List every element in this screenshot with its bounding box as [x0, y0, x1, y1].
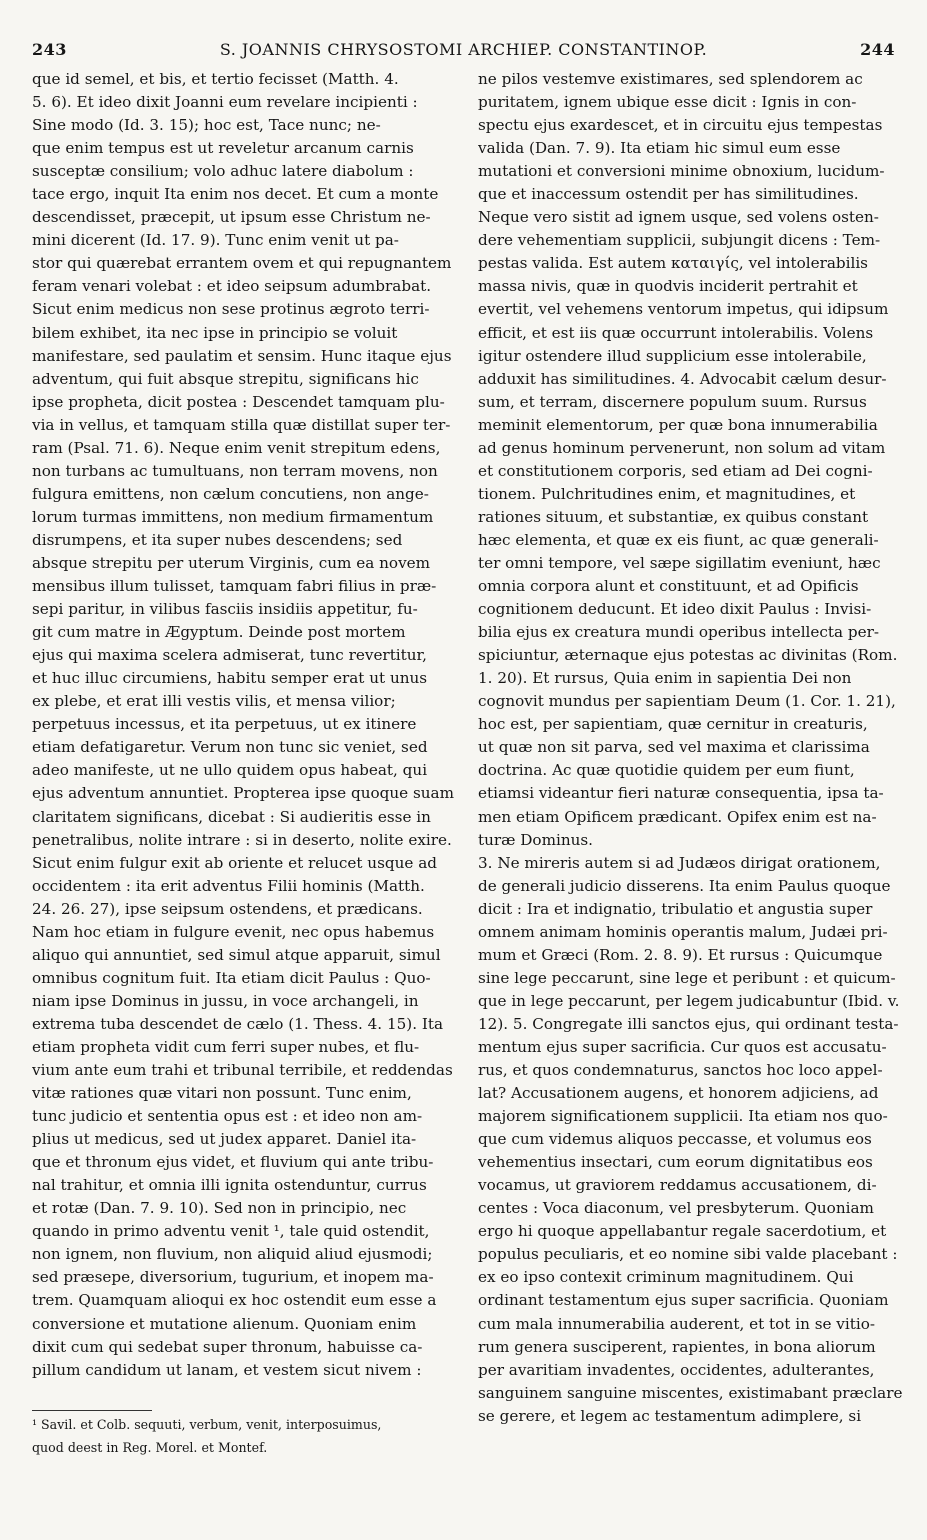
text-line: tace ergo, inquit Ita enim nos decet. Et cum a monte — [32, 185, 439, 204]
text-line: que et thronum ejus videt, et fluvium qui ante tribu- — [32, 1153, 434, 1172]
text-line: 12). 5. Congregate illi sanctos ejus, qui ordinant testa- — [478, 1014, 899, 1033]
text-line: Sicut enim medicus non sese protinus ægroto terri- — [32, 300, 430, 319]
text-line: via in vellus, et tamquam stilla quæ distillat super ter- — [32, 415, 451, 434]
text-line: se gerere, et legem ac testamentum adimplere, si — [478, 1406, 862, 1425]
text-line: que id semel, et bis, et tertio fecisset (Matth. 4. — [32, 70, 399, 88]
text-line: penetralibus, nolite intrare : si in deserto, nolite exire. — [32, 830, 452, 849]
text-line: pillum candidum ut lanam, et vestem sicut nivem : — [32, 1360, 422, 1379]
text-line: dere vehementiam supplicii, subjungit dicens : Tem- — [478, 231, 881, 250]
text-line: hoc est, per sapientiam, quæ cernitur in creaturis, — [478, 715, 868, 734]
text-line: Neque vero sistit ad ignem usque, sed volens osten- — [478, 208, 879, 227]
text-line: stor qui quærebat errantem ovem et qui repugnantem — [32, 254, 452, 273]
text-line: doctrina. Ac quæ quotidie quidem per eum fiunt, — [478, 761, 855, 780]
text-line: spectu ejus exardescet, et in circuitu ejus tempestas — [478, 116, 883, 135]
text-line: que cum videmus aliquos peccasse, et volumus eos — [478, 1130, 872, 1149]
text-line: sepi paritur, in vilibus fasciis insidiis appetitur, fu- — [32, 600, 418, 619]
text-line: majorem significationem supplicii. Ita etiam nos quo- — [478, 1107, 888, 1126]
running-header — [20, 40, 907, 62]
text-line: lat? Accusationem augens, et honorem adjiciens, ad — [478, 1084, 879, 1103]
text-line: ejus qui maxima scelera admiserat, tunc revertitur, — [32, 646, 427, 665]
text-line: sed præsepe, diversorium, tugurium, et inopem ma- — [32, 1268, 434, 1287]
text-line: populus peculiaris, et eo nomine sibi valde placebant : — [478, 1245, 898, 1264]
text-line: tunc judicio et sententia opus est : et ideo non am- — [32, 1107, 423, 1126]
text-line: per avaritiam invadentes, occidentes, adulterantes, — [478, 1360, 875, 1379]
text-line: spiciuntur, æternaque ejus potestas ac divinitas (Rom. — [478, 646, 898, 665]
text-line: ut quæ non sit parva, sed vel maxima et clarissima — [478, 738, 870, 757]
text-line: turæ Dominus. — [478, 830, 594, 849]
running-title: S. JOANNIS CHRYSOSTOMI ARCHIEP. CONSTANTINOP. — [219, 40, 708, 59]
text-line: ejus adventum annuntiet. Propterea ipse quoque suam — [32, 784, 454, 803]
text-line: bilem exhibet, ita nec ipse in principio se voluit — [32, 323, 398, 342]
text-line: et huc illuc circumiens, habitu semper erat ut unus — [32, 669, 428, 688]
text-line: absque strepitu per uterum Virginis, cum ea novem — [32, 553, 431, 572]
text-line: 24. 26. 27), ipse seipsum ostendens, et prædicans. — [32, 899, 423, 918]
page-number-left: 243 — [32, 40, 67, 59]
page-number-right: 244 — [860, 40, 895, 59]
text-line: hæc elementa, et quæ ex eis fiunt, ac quæ generali- — [478, 530, 879, 549]
text-line: sine lege peccarunt, sine lege et peribunt : et quicum- — [478, 968, 896, 987]
text-line: dicit : Ira et indignatio, tribulatio et angustia super — [478, 899, 873, 918]
footnote-rule — [32, 1410, 152, 1411]
text-line: ex eo ipso contexit criminum magnitudinem. Qui — [478, 1268, 854, 1287]
text-line: 3. Ne mireris autem si ad Judæos dirigat orationem, — [478, 853, 881, 872]
text-line: que enim tempus est ut reveletur arcanum carnis — [32, 139, 414, 158]
text-line: claritatem significans, dicebat : Si audieritis esse in — [32, 807, 431, 826]
text-line: vitæ rationes quæ vitari non possunt. Tunc enim, — [32, 1084, 412, 1103]
text-line: Nam hoc etiam in fulgure evenit, nec opus habemus — [32, 922, 435, 941]
text-line: omnem animam hominis operantis malum, Judæi pri- — [478, 922, 888, 941]
text-line: pestas valida. Est autem καταιγίς, vel intolerabilis — [478, 254, 868, 273]
text-line: feram venari volebat : et ideo seipsum adumbrabat. — [32, 277, 432, 296]
text-line: de generali judicio disserens. Ita enim Paulus quoque — [478, 876, 891, 895]
text-line: que in lege peccarunt, per legem judicabuntur (Ibid. v. — [478, 991, 900, 1010]
text-line: omnia corpora alunt et constituunt, et ad Opificis — [478, 577, 859, 596]
text-line: conversione et mutatione alienum. Quoniam enim — [32, 1314, 417, 1333]
text-line: perpetuus incessus, et ita perpetuus, ut ex itinere — [32, 715, 417, 734]
text-line: 1. 20). Et rursus, Quia enim in sapientia Dei non — [478, 669, 852, 688]
text-line: rus, et quos condemnaturus, sanctos hoc loco appel- — [478, 1061, 883, 1080]
footnotes — [32, 1416, 462, 1462]
text-line: descendisset, præcepit, ut ipsum esse Christum ne- — [32, 208, 431, 227]
text-line: extrema tuba descendet de cælo (1. Thess. 4. 15). Ita — [32, 1014, 444, 1033]
text-line: Sicut enim fulgur exit ab oriente et relucet usque ad — [32, 853, 437, 872]
text-line: non turbans ac tumultuans, non terram movens, non — [32, 461, 438, 480]
text-line: ordinant testamentum ejus super sacrificia. Quoniam — [478, 1291, 889, 1310]
text-line: quando in primo adventu venit ¹, tale quid ostendit, — [32, 1222, 430, 1241]
text-line: dixit cum qui sedebat super thronum, habuisse ca- — [32, 1337, 423, 1356]
text-line: niam ipse Dominus in jussu, in voce archangeli, in — [32, 991, 419, 1010]
text-line: mutationi et conversioni minime obnoxium, lucidum- — [478, 162, 885, 181]
text-line: etiamsi videantur fieri naturæ consequentia, ipsa ta- — [478, 784, 884, 803]
left-column — [32, 68, 462, 1382]
text-line: ergo hi quoque appellabantur regale sacerdotium, et — [478, 1222, 887, 1241]
text-line: non ignem, non fluvium, non aliquid aliud ejusmodi; — [32, 1245, 433, 1264]
footnote-line: ¹ Savil. et Colb. sequuti, verbum, venit, interposuimus, — [32, 1417, 382, 1432]
text-line: ne pilos vestemve existimares, sed splendorem ac — [478, 70, 863, 88]
text-line: et constitutionem corporis, sed etiam ad Dei cogni- — [478, 461, 873, 480]
text-line: etiam propheta vidit cum ferri super nubes, et flu- — [32, 1037, 420, 1056]
text-line: cognitionem deducunt. Et ideo dixit Paulus : Invisi- — [478, 600, 872, 619]
text-line: adventum, qui fuit absque strepitu, significans hic — [32, 369, 419, 388]
text-line: massa nivis, quæ in quodvis inciderit pertrahit et — [478, 277, 858, 296]
text-line: vocamus, ut graviorem reddamus accusationem, di- — [478, 1176, 877, 1195]
text-line: mensibus illum tulisset, tamquam fabri filius in præ- — [32, 577, 437, 596]
text-line: nal trahitur, et omnia illi ignita ostenduntur, currus — [32, 1176, 427, 1195]
text-line: rum genera susciperent, rapientes, in bona aliorum — [478, 1337, 876, 1356]
text-line: git cum matre in Ægyptum. Deinde post mortem — [32, 623, 406, 642]
right-column — [478, 68, 903, 1428]
text-line: valida (Dan. 7. 9). Ita etiam hic simul eum esse — [478, 139, 841, 158]
text-line: fulgura emittens, non cælum concutiens, non ange- — [32, 484, 429, 503]
text-line: bilia ejus ex creatura mundi operibus intellecta per- — [478, 623, 879, 642]
text-line: omnibus cognitum fuit. Ita etiam dicit Paulus : Quo- — [32, 968, 431, 987]
text-line: rationes situum, et substantiæ, ex quibus constant — [478, 507, 869, 526]
text-line: evertit, vel vehemens ventorum impetus, qui idipsum — [478, 300, 889, 319]
text-line: que et inaccessum ostendit per has similitudines. — [478, 185, 859, 204]
text-line: ram (Psal. 71. 6). Neque enim venit strepitum edens, — [32, 438, 441, 457]
text-line: trem. Quamquam alioqui ex hoc ostendit eum esse a — [32, 1291, 437, 1310]
text-line: cognovit mundus per sapientiam Deum (1. Cor. 1. 21), — [478, 692, 896, 711]
text-line: disrumpens, et ita super nubes descendens; sed — [32, 530, 403, 549]
text-line: 5. 6). Et ideo dixit Joanni eum revelare incipienti : — [32, 93, 418, 112]
text-line: plius ut medicus, sed ut judex apparet. Daniel ita- — [32, 1130, 417, 1149]
text-line: ad genus hominum pervenerunt, non solum ad vitam — [478, 438, 886, 457]
text-line: sum, et terram, discernere populum suum. Rursus — [478, 392, 867, 411]
text-line: sanguinem sanguine miscentes, existimabant præclare — [478, 1383, 903, 1402]
text-line: tionem. Pulchritudines enim, et magnitudines, et — [478, 484, 856, 503]
text-line: meminit elementorum, per quæ bona innumerabilia — [478, 415, 878, 434]
text-line: et rotæ (Dan. 7. 9. 10). Sed non in principio, nec — [32, 1199, 407, 1218]
text-line: efficit, et est iis quæ occurrunt intolerabilis. Volens — [478, 323, 874, 342]
text-line: mentum ejus super sacrificia. Cur quos est accusatu- — [478, 1037, 887, 1056]
text-line: ex plebe, et erat illi vestis vilis, et mensa vilior; — [32, 692, 396, 711]
text-line: aliquo qui annuntiet, sed simul atque apparuit, simul — [32, 945, 441, 964]
text-line: men etiam Opificem prædicant. Opifex enim est na- — [478, 807, 877, 826]
text-line: adeo manifeste, ut ne ullo quidem opus habeat, qui — [32, 761, 428, 780]
text-line: igitur ostendere illud supplicium esse intolerabile, — [478, 346, 867, 365]
text-line: Sine modo (Id. 3. 15); hoc est, Tace nunc; ne- — [32, 116, 381, 135]
text-line: puritatem, ignem ubique esse dicit : Ignis in con- — [478, 93, 857, 112]
text-line: adduxit has similitudines. 4. Advocabit cælum desur- — [478, 369, 887, 388]
text-line: vehementius insectari, cum eorum dignitatibus eos — [478, 1153, 873, 1172]
text-line: ter omni tempore, vel sæpe sigillatim eveniunt, hæc — [478, 553, 881, 572]
text-line: cum mala innumerabilia auderent, et tot in se vitio- — [478, 1314, 875, 1333]
footnote-line: quod deest in Reg. Morel. et Montef. — [32, 1440, 268, 1456]
text-line: occidentem : ita erit adventus Filii hominis (Matth. — [32, 876, 425, 895]
text-line: mum et Græci (Rom. 2. 8. 9). Et rursus : Quicumque — [478, 945, 883, 964]
text-line: susceptæ consilium; volo adhuc latere diabolum : — [32, 162, 414, 181]
text-line: ipse propheta, dicit postea : Descendet tamquam plu- — [32, 392, 445, 411]
text-line: mini dicerent (Id. 17. 9). Tunc enim venit ut pa- — [32, 231, 399, 250]
text-line: etiam defatigaretur. Verum non tunc sic veniet, sed — [32, 738, 428, 757]
text-line: lorum turmas immittens, non medium firmamentum — [32, 507, 434, 526]
text-line: centes : Voca diaconum, vel presbyterum. Quoniam — [478, 1199, 874, 1218]
text-line: vium ante eum trahi et tribunal terribile, et reddendas — [32, 1061, 453, 1080]
text-line: manifestare, sed paulatim et sensim. Hunc itaque ejus — [32, 346, 452, 365]
